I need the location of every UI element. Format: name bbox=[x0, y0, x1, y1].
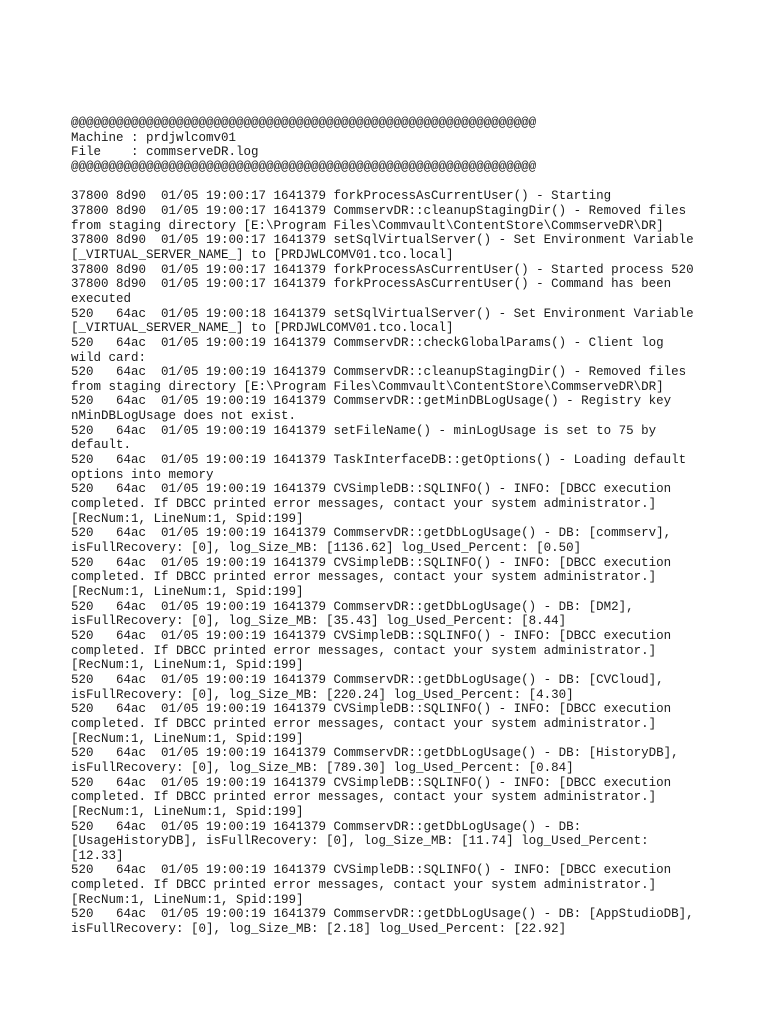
log-line: from staging directory [E:\Program Files\Commvault\ContentStore\CommserveDR\DR] bbox=[71, 379, 664, 394]
log-line: @@@@@@@@@@@@@@@@@@@@@@@@@@@@@@@@@@@@@@@@@@@@@@@@@@@@@@@@@@@@@@ bbox=[71, 159, 537, 174]
log-line: 37800 8d90 01/05 19:00:17 1641379 forkProcessAsCurrentUser() - Starting bbox=[71, 189, 612, 204]
log-line: [RecNum:1, LineNum:1, Spid:199] bbox=[71, 731, 304, 746]
log-line: isFullRecovery: [0], log_Size_MB: [789.30] log_Used_Percent: [0.84] bbox=[71, 760, 574, 775]
log-line: File : commserveDR.log bbox=[71, 145, 259, 160]
log-line: 520 64ac 01/05 19:00:19 1641379 CommservDR::getDbLogUsage() - DB: [DM2], bbox=[71, 599, 634, 614]
log-line: isFullRecovery: [0], log_Size_MB: [35.43] log_Used_Percent: [8.44] bbox=[71, 614, 567, 629]
log-line: 520 64ac 01/05 19:00:19 1641379 CVSimpleDB::SQLINFO() - INFO: [DBCC execution bbox=[71, 863, 672, 878]
log-line: completed. If DBCC printed error messages, contact your system administrator.] bbox=[71, 497, 657, 512]
log-line: completed. If DBCC printed error messages, contact your system administrator.] bbox=[71, 716, 657, 731]
log-line: isFullRecovery: [0], log_Size_MB: [220.24] log_Used_Percent: [4.30] bbox=[71, 687, 574, 702]
log-line bbox=[71, 175, 751, 190]
log-line: from staging directory [E:\Program Files\Commvault\ContentStore\CommserveDR\DR] bbox=[71, 218, 664, 233]
log-line: [UsageHistoryDB], isFullRecovery: [0], log_Size_MB: [11.74] log_Used_Percent: bbox=[71, 834, 649, 849]
log-line: [RecNum:1, LineNum:1, Spid:199] bbox=[71, 804, 304, 819]
log-line: completed. If DBCC printed error messages, contact your system administrator.] bbox=[71, 790, 657, 805]
log-line: options into memory bbox=[71, 467, 214, 482]
log-line: isFullRecovery: [0], log_Size_MB: [2.18] log_Used_Percent: [22.92] bbox=[71, 922, 567, 937]
log-line: 520 64ac 01/05 19:00:19 1641379 CVSimpleDB::SQLINFO() - INFO: [DBCC execution bbox=[71, 555, 672, 570]
log-line: [12.33] bbox=[71, 848, 124, 863]
log-line: Machine : prdjwlcomv01 bbox=[71, 130, 237, 145]
log-line: 520 64ac 01/05 19:00:19 1641379 CommservDR::getDbLogUsage() - DB: [AppStudioDB], bbox=[71, 907, 694, 922]
log-line: completed. If DBCC printed error messages, contact your system administrator.] bbox=[71, 570, 657, 585]
log-line: [RecNum:1, LineNum:1, Spid:199] bbox=[71, 585, 304, 599]
log-line: @@@@@@@@@@@@@@@@@@@@@@@@@@@@@@@@@@@@@@@@@@@@@@@@@@@@@@@@@@@@@@ bbox=[71, 116, 537, 130]
log-line: 520 64ac 01/05 19:00:19 1641379 CommservDR::getDbLogUsage() - DB: bbox=[71, 819, 582, 834]
log-line: nMinDBLogUsage does not exist. bbox=[71, 409, 297, 424]
log-line: 520 64ac 01/05 19:00:19 1641379 CommservDR::getMinDBLogUsage() - Registry key bbox=[71, 394, 672, 409]
log-line: 520 64ac 01/05 19:00:19 1641379 CommservDR::checkGlobalParams() - Client log bbox=[71, 335, 664, 350]
log-line: 520 64ac 01/05 19:00:19 1641379 CommservDR::getDbLogUsage() - DB: [CVCloud], bbox=[71, 672, 664, 687]
log-line: 520 64ac 01/05 19:00:19 1641379 CVSimpleDB::SQLINFO() - INFO: [DBCC execution bbox=[71, 628, 672, 643]
log-line: 520 64ac 01/05 19:00:19 1641379 TaskInterfaceDB::getOptions() - Loading default bbox=[71, 453, 687, 468]
log-line: 520 64ac 01/05 19:00:19 1641379 CommservDR::cleanupStagingDir() - Removed files bbox=[71, 365, 687, 380]
log-line: [RecNum:1, LineNum:1, Spid:199] bbox=[71, 511, 304, 526]
log-line: 37800 8d90 01/05 19:00:17 1641379 setSqlVirtualServer() - Set Environment Variable bbox=[71, 233, 694, 248]
log-line: completed. If DBCC printed error messages, contact your system administrator.] bbox=[71, 878, 657, 893]
log-line: [RecNum:1, LineNum:1, Spid:199] bbox=[71, 658, 304, 673]
log-line: 37800 8d90 01/05 19:00:17 1641379 forkProcessAsCurrentUser() - Command has been bbox=[71, 277, 672, 292]
log-line: 520 64ac 01/05 19:00:19 1641379 CVSimpleDB::SQLINFO() - INFO: [DBCC execution bbox=[71, 702, 672, 717]
log-line: 520 64ac 01/05 19:00:19 1641379 CVSimpleDB::SQLINFO() - INFO: [DBCC execution bbox=[71, 482, 672, 497]
log-line: executed bbox=[71, 291, 132, 306]
log-content bbox=[71, 116, 751, 937]
log-line: wild card: bbox=[71, 350, 147, 365]
log-line: completed. If DBCC printed error messages, contact your system administrator.] bbox=[71, 643, 657, 658]
log-line: 520 64ac 01/05 19:00:18 1641379 setSqlVirtualServer() - Set Environment Variable bbox=[71, 306, 694, 321]
log-line: 520 64ac 01/05 19:00:19 1641379 setFileName() - minLogUsage is set to 75 by bbox=[71, 423, 657, 438]
log-line: 520 64ac 01/05 19:00:19 1641379 CVSimpleDB::SQLINFO() - INFO: [DBCC execution bbox=[71, 775, 672, 790]
log-line: 37800 8d90 01/05 19:00:17 1641379 forkProcessAsCurrentUser() - Started process 520 bbox=[71, 262, 694, 277]
log-line: isFullRecovery: [0], log_Size_MB: [1136.62] log_Used_Percent: [0.50] bbox=[71, 541, 582, 556]
log-line: [RecNum:1, LineNum:1, Spid:199] bbox=[71, 892, 304, 907]
log-line: 37800 8d90 01/05 19:00:17 1641379 CommservDR::cleanupStagingDir() - Removed files bbox=[71, 203, 687, 218]
log-line: [_VIRTUAL_SERVER_NAME_] to [PRDJWLCOMV01.tco.local] bbox=[71, 247, 454, 262]
log-line: [_VIRTUAL_SERVER_NAME_] to [PRDJWLCOMV01.tco.local] bbox=[71, 321, 454, 336]
log-line: default. bbox=[71, 438, 132, 453]
log-line: 520 64ac 01/05 19:00:19 1641379 CommservDR::getDbLogUsage() - DB: [commserv], bbox=[71, 526, 672, 541]
log-line: 520 64ac 01/05 19:00:19 1641379 CommservDR::getDbLogUsage() - DB: [HistoryDB], bbox=[71, 746, 679, 761]
